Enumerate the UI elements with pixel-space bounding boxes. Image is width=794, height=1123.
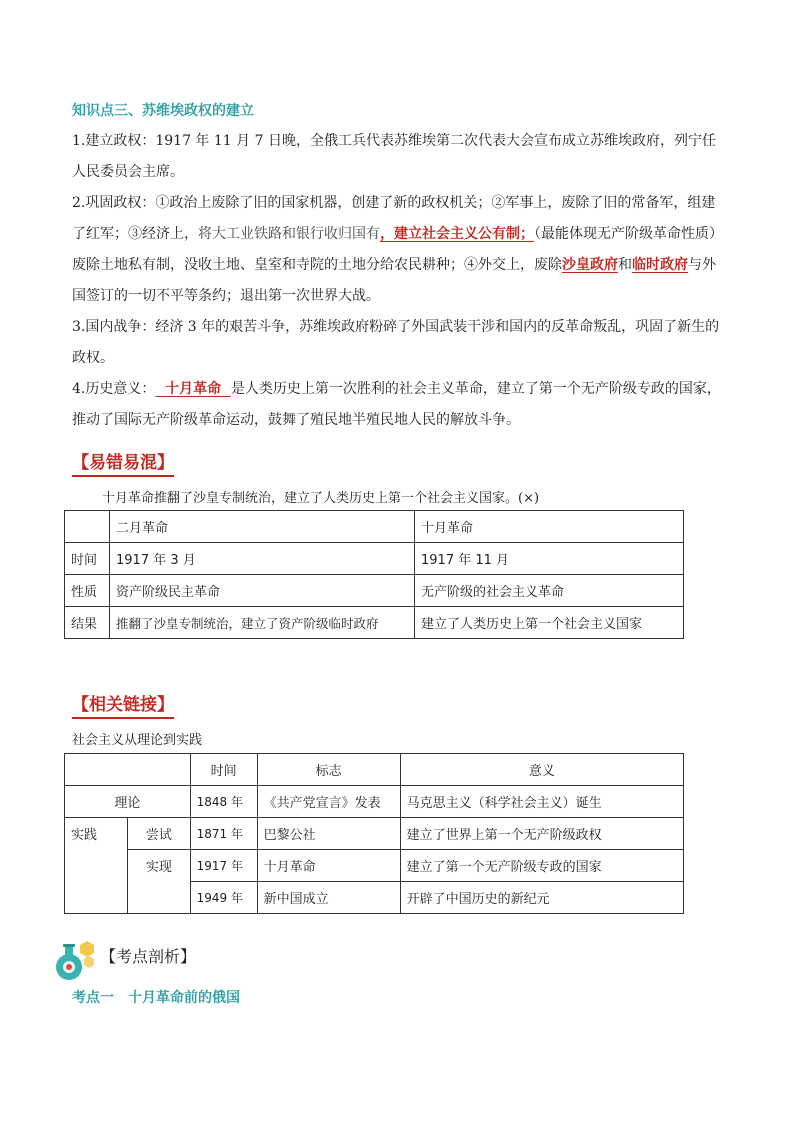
table-header: 时间 [190, 754, 257, 786]
table-cell: 建立了人类历史上第一个社会主义国家 [415, 607, 684, 639]
highlight-provisional-government: 临时政府 [632, 257, 688, 273]
table-row [65, 543, 684, 575]
item-civil-war: 3.国内战争：经济 3 年的艰苦斗争，苏维埃政府粉碎了外国武装干涉和国内的反革命叛乱，巩固了新生的政权。 [72, 319, 720, 366]
highlight-tsarist-government: 沙皇政府 [562, 257, 618, 273]
table-cell: 建立了世界上第一个无产阶级政权 [400, 818, 683, 850]
text-segment: （最能体现无产阶级革命性质）废除土地私有制，没收土地、皇室和寺院的土地分给农民耕种；④外交上，废除 [72, 226, 723, 273]
row-label: 实现 [128, 850, 191, 914]
table-header: 二月革命 [110, 511, 415, 543]
error-note: 十月革命推翻了沙皇专制统治，建立了人类历史上第一个社会主义国家。(×) [102, 491, 540, 506]
item-consolidate-regime [72, 188, 724, 312]
table-cell: 新中国成立 [257, 882, 400, 914]
item-establish-regime: 1.建立政权：1917 年 11 月 7 日晚，全俄工兵代表苏维埃第二次代表大会宣布成立苏维埃政府，列宁任人民委员会主席。 [72, 133, 716, 180]
socialism-theory-practice-table [64, 753, 684, 914]
text-segment: 4.历史意义： [72, 381, 156, 397]
section-title-errors: 【易错易混】 [72, 448, 174, 477]
text-segment: 与外国签订的一切不平等条约；退出第一次世界大战。 [72, 257, 716, 304]
item-historical-significance [72, 374, 724, 436]
text-segment: 和 [618, 257, 632, 273]
exam-point-title: 考点一 十月革命前的俄国 [72, 990, 240, 1006]
table-cell [65, 754, 191, 786]
table-cell: 1871 年 [190, 818, 257, 850]
table-cell: 1917 年 [190, 850, 257, 882]
highlight-public-ownership: ，建立社会主义公有制； [380, 226, 534, 242]
row-label: 尝试 [128, 818, 191, 850]
table-cell: 1848 年 [190, 786, 257, 818]
table-row [65, 607, 684, 639]
row-label: 时间 [65, 543, 110, 575]
table-cell: 建立了第一个无产阶级专政的国家 [400, 850, 683, 882]
table-row [65, 850, 684, 882]
table-cell: 1949 年 [190, 882, 257, 914]
text-segment: 是人类历史上第一次胜利的社会主义革命，建立了第一个无产阶级专政的国家，推动了国际无产阶级革命运动，鼓舞了殖民地半殖民地人民的解放斗争。 [72, 381, 721, 428]
table-cell: 推翻了沙皇专制统治，建立了资产阶级临时政府 [110, 607, 415, 639]
row-label: 结果 [65, 607, 110, 639]
analysis-title: 【考点剖析】 [100, 947, 197, 966]
revolution-comparison-table [64, 510, 684, 639]
table-row [65, 575, 684, 607]
table-cell: 马克思主义（科学社会主义）诞生 [400, 786, 683, 818]
table-cell: 1917 年 3 月 [110, 543, 415, 575]
table-cell [65, 511, 110, 543]
highlight-october-revolution: 十月革命 [155, 381, 231, 397]
table-cell: 巴黎公社 [257, 818, 400, 850]
table-cell: 无产阶级的社会主义革命 [415, 575, 684, 607]
text-segment: 2.巩固政权：①政治上废除了旧的国家机器，创建了新的政权机关；②军事上，废除了旧的常备军，组建了红军；③经济上， [72, 195, 716, 242]
row-label: 性质 [65, 575, 110, 607]
table-header: 意义 [400, 754, 683, 786]
links-note: 社会主义从理论到实践 [72, 733, 203, 748]
table-header-row [65, 511, 684, 543]
knowledge-point-title: 知识点三、苏维埃政权的建立 [72, 103, 254, 119]
table-cell: 十月革命 [257, 850, 400, 882]
table-header: 标志 [257, 754, 400, 786]
row-label: 理论 [65, 786, 191, 818]
table-row [65, 818, 684, 850]
flask-icon [54, 941, 98, 981]
table-header-row [65, 754, 684, 786]
table-cell: 1917 年 11 月 [415, 543, 684, 575]
table-cell: 《共产党宣言》发表 [257, 786, 400, 818]
section-title-links: 【相关链接】 [72, 690, 174, 719]
table-header: 十月革命 [415, 511, 684, 543]
table-cell: 资产阶级民主革命 [110, 575, 415, 607]
row-label: 实践 [65, 818, 128, 914]
table-cell: 开辟了中国历史的新纪元 [400, 882, 683, 914]
table-row [65, 786, 684, 818]
text-segment: 将大工业铁路和银行收归国有 [198, 226, 380, 242]
